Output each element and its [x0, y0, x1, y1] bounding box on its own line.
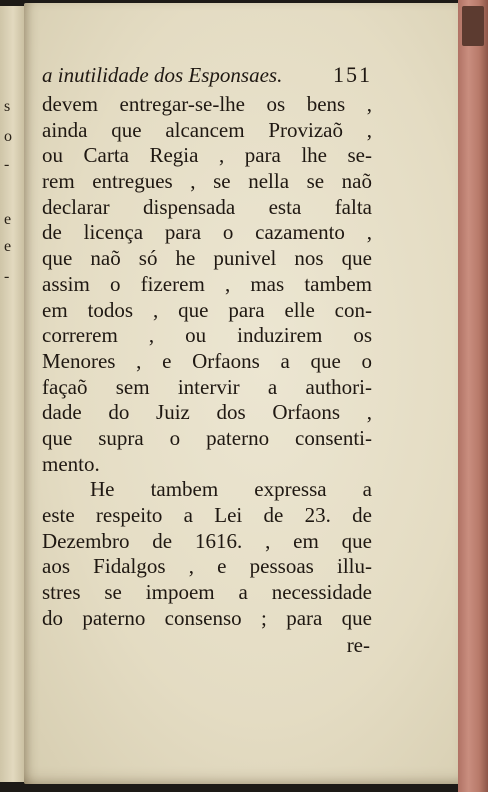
text-line: ainda que alcancem Provizaõ , — [42, 117, 372, 142]
text-line: do paterno consenso ; para que — [42, 605, 372, 630]
text-line: façaõ sem intervir a authori- — [42, 374, 372, 399]
margin-letter: s — [4, 98, 11, 115]
facing-page-edge — [0, 6, 27, 782]
text-line: dade do Juiz dos Orfaons , — [42, 400, 372, 425]
margin-letter: - — [4, 156, 10, 173]
margin-letter: e — [4, 211, 12, 228]
page-text — [42, 58, 372, 659]
text-line: que supra o paterno consenti- — [42, 425, 372, 450]
book-cover-edge — [458, 0, 488, 792]
text-line: declarar dispensada esta falta — [42, 194, 372, 219]
running-header — [42, 58, 372, 92]
page-number: 151 — [333, 62, 372, 87]
text-line: em todos , que para elle con- — [42, 297, 372, 322]
text-line: devem entregar-se-lhe os bens , — [42, 92, 372, 116]
catchword: re- — [346, 633, 370, 658]
text-line: Dezembro de 1616. , em que — [42, 528, 372, 553]
margin-letter: - — [4, 268, 10, 285]
margin-letter: o — [4, 128, 12, 145]
text-line: de licença para o cazamento , — [42, 220, 372, 245]
text-line: stres se impoem a necessidade — [42, 580, 372, 605]
margin-letter: e — [4, 238, 12, 255]
text-line: ou Carta Regia , para lhe se- — [42, 143, 372, 168]
text-line: rem entregues , se nella se naõ — [42, 169, 372, 194]
text-line: assim o fizerem , mas tambem — [42, 271, 372, 296]
text-line: correrem , ou induzirem os — [42, 323, 372, 348]
text-line: mento. — [42, 451, 100, 476]
text-line: Menores , e Orfaons a que o — [42, 348, 372, 373]
running-title: a inutilidade dos Esponsaes. — [42, 63, 283, 87]
text-line: este respeito a Lei de 23. de — [42, 503, 372, 527]
text-line: que naõ só he punivel nos que — [42, 246, 372, 271]
text-line: aos Fidalgos , e pessoas illu- — [42, 554, 372, 579]
cover-corner — [462, 6, 484, 46]
text-line: He tambem expressa a — [90, 477, 372, 502]
